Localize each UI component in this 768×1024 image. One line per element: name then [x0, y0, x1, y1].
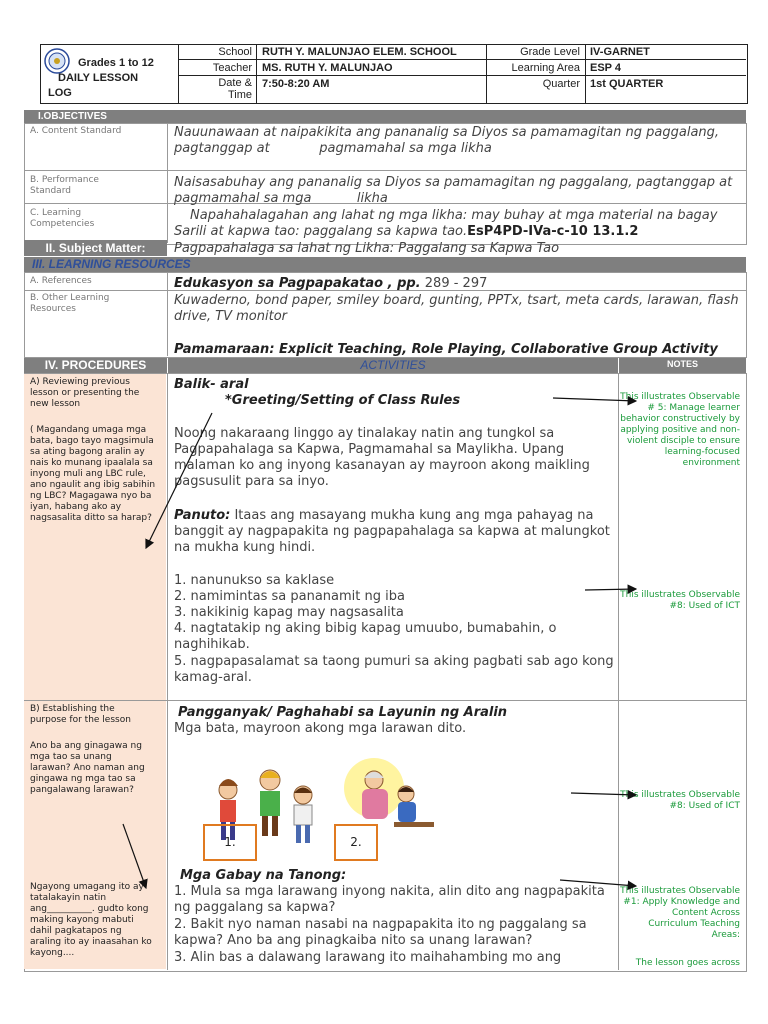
note-observable-5: This illustrates Observable # 5: Manage learner behavior constructively by applying positive and non-violent disciple to ensure learning-focused environment: [620, 392, 740, 468]
school-value: RUTH Y. MALUNJAO ELEM. SCHOOL: [262, 46, 457, 58]
learning-competencies-label: C. Learning Competencies: [30, 208, 95, 229]
references-pages: 289 - 297: [420, 276, 488, 291]
arrow-icon: [123, 824, 146, 888]
purpose-intro: Ngayong umagang ito ay tatalakayin natin ang__________. gudto kong making kayong mabuti dahil pagkatapos ng araling ito ay inaasahan ko kayong....: [30, 882, 152, 958]
mga-bata-text: Mga bata, mayroon akong mga larawan dito.: [174, 721, 467, 736]
performance-standard-text: Naisasabuhay ang pananalig sa Diyos sa pamamagitan ng paggalang, pagtanggap at pagmamahal sa mga likha: [174, 175, 737, 206]
quarter-label: Quarter: [542, 78, 580, 90]
note-observable-1-continuation: The lesson goes across: [635, 958, 740, 968]
objectives-heading-text: I.OBJECTIVES: [38, 111, 107, 122]
resources-heading-text: III. LEARNING RESOURCES: [32, 257, 191, 271]
other-resources-label: B. Other Learning Resources: [30, 293, 110, 314]
arrow-icon: [553, 398, 636, 401]
panuto-text: Itaas ang masayang mukha kung ang mga pahayag na banggit ay nagpapakita ng pagpapahalaga sa kapwa at malungkot na mukha kung hindi.: [174, 508, 610, 555]
competency-text: Napahahalagahan ang lahat ng mga likha: may buhay at mga material na bagay Sarili at kapwa tao: paggalang sa kapwa tao.: [174, 208, 718, 239]
review-question: ( Magandang umaga mga bata, bago tayo magsimula sa ating bagong aralin ay nais ko munang ipaalala sa inyong muli ang LBC rule, ano ngaulit ang ibig sabihin ng LBC? Magagawa nyo ba iyan, habang ako ay nagsasalita ditto sa harap?: [30, 425, 156, 523]
procedures-heading-text: IV. PROCEDURES: [44, 358, 147, 372]
grade-level-label: Grade Level: [520, 46, 580, 58]
learning-area-label: Learning Area: [511, 62, 580, 74]
datetime-label: Date & Time: [218, 77, 252, 101]
picture-1-label: 1.: [224, 835, 236, 849]
teacher-value: MS. RUTH Y. MALUNJAO: [262, 62, 393, 74]
note-observable-1: This illustrates Observable #1: Apply Knowledge and Content Across Curriculum Teaching Areas:: [620, 886, 740, 940]
greeting-title: *Greeting/Setting of Class Rules: [225, 393, 461, 408]
competency-code: EsP4PD-IVa-c-10 13.1.2: [467, 224, 639, 239]
references-book: Edukasyon sa Pagpapakatao , pp.: [174, 276, 421, 291]
learning-area-value: ESP 4: [590, 62, 621, 74]
content-standard-text: Nauunawaan at naipakikita ang pananalig sa Diyos sa pamamagitan ng paggalang, pagtanggap at pagmamahal sa mga likha: [174, 125, 724, 156]
arrow-icon: [585, 589, 636, 590]
review-label: A) Reviewing previous lesson or presenting the new lesson: [30, 377, 140, 409]
teacher-label: Teacher: [212, 62, 252, 74]
arrow-icon: [571, 793, 636, 795]
subject-matter-text: Pagpapahalaga sa lahat ng Likha: Paggalang sa Kapwa Tao: [174, 241, 560, 256]
arrow-icon: [146, 413, 212, 548]
datetime-value: 7:50-8:20 AM: [262, 78, 330, 90]
guide-question: 3. Alin bas a dalawang larawang ito maihahambing mo ang: [174, 950, 562, 965]
guide-question: 2. Bakit nyo naman nasabi na nagpapakita ito ng paggalang sa kapwa? Ano ba ang pinagkaiba nito sa unang larawan?: [174, 917, 587, 948]
performance-standard-label: B. Performance Standard: [30, 175, 99, 196]
quiz-item: 5. nagpapasalamat sa taong pumuri sa aking pagbati sab ago kong kamag-aral.: [174, 654, 614, 685]
quiz-item: 3. nakikinig kapag may nagsasalita: [174, 605, 404, 620]
quiz-item: 1. nanunukso sa kaklase: [174, 573, 335, 588]
subject-heading-text: II. Subject Matter:: [45, 241, 146, 255]
quarter-value: 1st QUARTER: [590, 78, 664, 90]
purpose-label: B) Establishing the purpose for the lesson: [30, 704, 131, 725]
guide-question: 1. Mula sa mga larawang inyong nakita, alin dito ang nagpapakita ng paggalang sa kapwa?: [174, 884, 605, 915]
quiz-item: 4. nagtatakip ng aking bibig kapag umuubo, bumabahin, o naghihikab.: [174, 621, 557, 652]
activities-heading-text: ACTIVITIES: [360, 358, 426, 372]
grade-level-value: IV-GARNET: [590, 46, 650, 58]
note-observable-8: This illustrates Observable #8: Used of ICT: [620, 590, 740, 611]
balik-aral-title: Balik- aral: [174, 377, 249, 392]
method-text: Pamamaraan: Explicit Teaching, Role Playing, Collaborative Group Activity: [174, 342, 718, 357]
arrow-icon: [560, 880, 636, 886]
school-label: School: [218, 46, 252, 58]
quiz-item: 2. namimintas sa pananamit ng iba: [174, 589, 405, 604]
note-observable-8: This illustrates Observable #8: Used of ICT: [620, 790, 740, 811]
purpose-question: Ano ba ang ginagawa ng mga tao sa unang larawan? Ano naman ang gingawa ng mga tao sa pangalawang larawan?: [30, 741, 145, 795]
references-label: A. References: [30, 276, 92, 286]
panuto-label: Panuto:: [174, 508, 231, 523]
content-standard-label: A. Content Standard: [30, 126, 122, 136]
grades-label: Grades 1 to 12: [78, 57, 154, 69]
picture-2-label: 2.: [350, 835, 362, 849]
log-label: LOG: [48, 87, 72, 99]
review-paragraph: Noong nakaraang linggo ay tinalakay natin ang tungkol sa Pagpapahalaga sa Kapwa, Pagmamahal sa Maylikha. Upang malaman ko ang inyong kasanayan ay mayroon akong maikling pagsusulit para sa inyo.: [174, 426, 590, 489]
notes-heading-text: NOTES: [666, 359, 698, 369]
dll-label: DAILY LESSON: [58, 72, 139, 84]
pangganyak-title: Pangganyak/ Paghahabi sa Layunin ng Aralin: [178, 705, 508, 720]
gabay-title: Mga Gabay na Tanong:: [180, 868, 347, 883]
other-resources-text: Kuwaderno, bond paper, smiley board, gunting, PPTx, tsart, meta cards, larawan, flash drive, TV monitor: [174, 293, 739, 324]
